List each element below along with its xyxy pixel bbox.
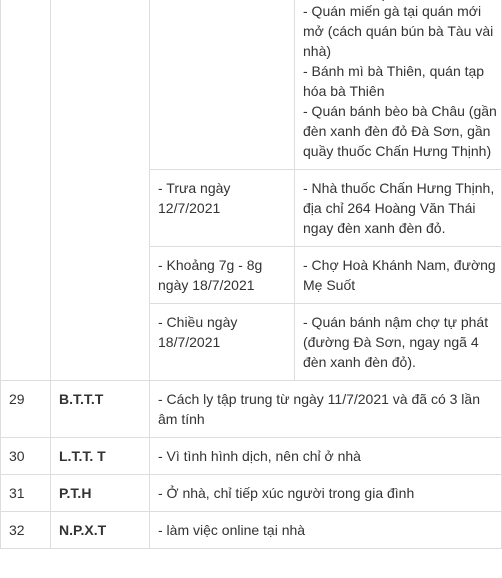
note-cell: - Vì tình hình dịch, nên chỉ ở nhà xyxy=(150,438,502,475)
name-cell: N.P.X.T xyxy=(51,512,150,549)
note-cell: - Ở nhà, chỉ tiếp xúc người trong gia đình xyxy=(150,475,502,512)
name-cell: L.T.T. T xyxy=(51,438,150,475)
location-line: - Quán bánh bèo bà Châu (gần đèn xanh đèn đỏ Đà Sơn, gần quầy thuốc Chấn Hưng Thịnh) xyxy=(303,103,497,159)
num-cell: 31 xyxy=(1,475,51,512)
num-cell: 30 xyxy=(1,438,51,475)
table-row xyxy=(1,381,502,438)
time-cell xyxy=(150,0,295,170)
time-cell: - Trưa ngày 12/7/2021 xyxy=(150,170,295,247)
table-row xyxy=(1,475,502,512)
location-line: - Quán miến gà tại quán mới mở (cách quán bún bà Tàu vài nhà) xyxy=(303,3,494,59)
name-cell xyxy=(51,0,150,381)
location-cell: - Chợ Hoà Khánh Nam, đường Mẹ Suốt xyxy=(295,247,502,304)
num-cell xyxy=(1,0,51,381)
location-cell: - Quán bánh nậm chợ tự phát (đường Đà Sơn, ngay ngã 4 đèn xanh đèn đỏ). xyxy=(295,304,502,381)
name-cell: P.T.H xyxy=(51,475,150,512)
table-row xyxy=(1,512,502,549)
note-cell: - Cách ly tập trung từ ngày 11/7/2021 và đã có 3 lần âm tính xyxy=(150,381,502,438)
note-cell: - làm việc online tại nhà xyxy=(150,512,502,549)
num-cell: 32 xyxy=(1,512,51,549)
time-cell: - Khoảng 7g - 8g ngày 18/7/2021 xyxy=(150,247,295,304)
location-cell: - Nhà thuốc Chấn Hưng Thịnh, địa chỉ 264 Hoàng Văn Thái ngay đèn xanh đèn đỏ. xyxy=(295,170,502,247)
time-cell: - Chiều ngày 18/7/2021 xyxy=(150,304,295,381)
num-cell: 29 xyxy=(1,381,51,438)
table-row xyxy=(1,0,502,170)
location-line: - Bánh mì bà Thiên, quán tạp hóa bà Thiên xyxy=(303,63,485,99)
location-cell xyxy=(295,0,502,170)
name-cell: B.T.T.T xyxy=(51,381,150,438)
table-row xyxy=(1,438,502,475)
